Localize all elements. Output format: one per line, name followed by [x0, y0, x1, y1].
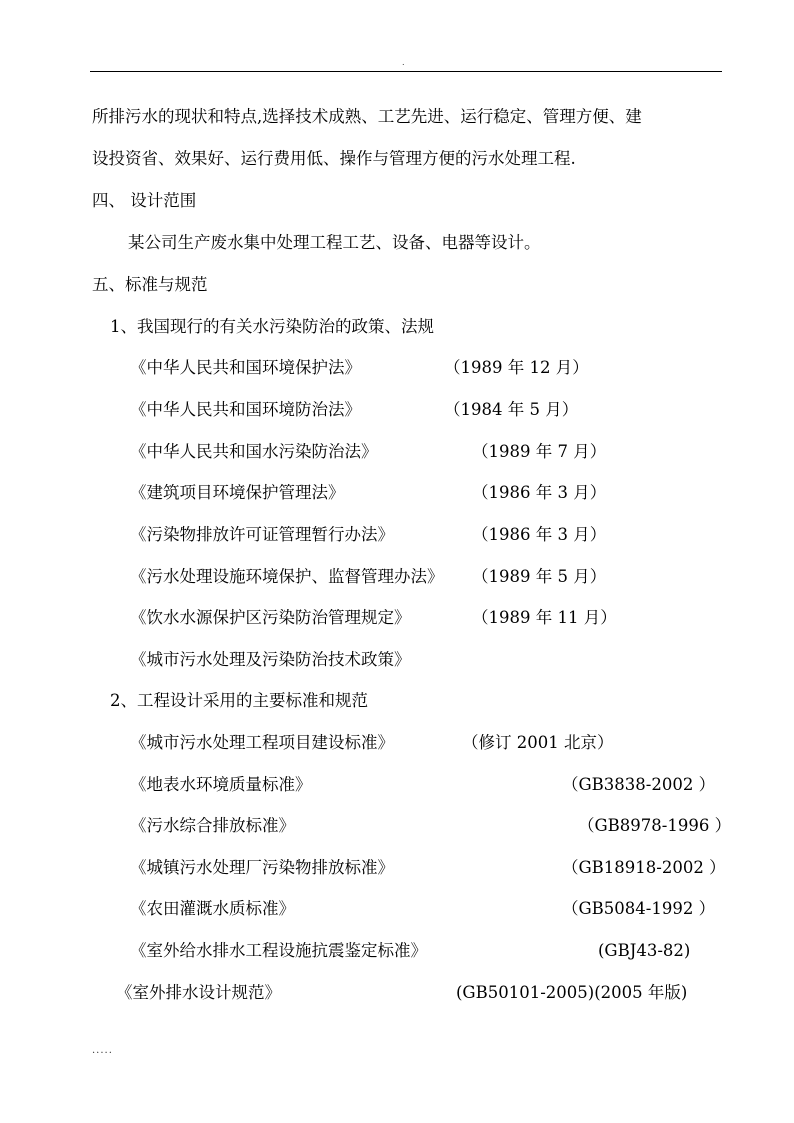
law-item-name: 《建筑项目环境保护管理法》 — [130, 483, 345, 502]
section5-heading: 五、标准与规范 — [92, 275, 208, 294]
law-item-date: （1986 年 3 月） — [472, 483, 607, 502]
standard-item-code: （GB3838-2002 ） — [562, 775, 716, 794]
standard-item-name: 《城市污水处理工程项目建设标准》 — [130, 733, 394, 752]
law-item-name: 《中华人民共和国环境防治法》 — [130, 400, 361, 419]
standard-item-code: (GBJ43-82) — [598, 941, 691, 960]
law-item-name: 《饮水水源保护区污染防治管理规定》 — [130, 608, 411, 627]
law-item-date: （1986 年 3 月） — [472, 525, 607, 544]
footer-dots: ..... — [92, 1045, 113, 1056]
law-item-date: （1989 年 12 月） — [444, 358, 589, 377]
standard-item-code: (GB50101-2005)(2005 年版) — [456, 983, 688, 1002]
standard-item-name: 《室外给水排水工程设施抗震鉴定标准》 — [130, 941, 427, 960]
sub1-heading: 1、我国现行的有关水污染防治的政策、法规 — [110, 317, 434, 336]
section4-body: 某公司生产废水集中处理工程工艺、设备、电器等设计。 — [128, 233, 541, 252]
law-item-date: （1984 年 5 月） — [444, 400, 579, 419]
law-item-date: （1989 年 5 月） — [472, 567, 607, 586]
header-dot: . — [402, 58, 405, 67]
header-rule — [90, 71, 722, 72]
sub2-heading: 2、工程设计采用的主要标准和规范 — [110, 691, 368, 710]
law-item-date: （1989 年 7 月） — [472, 442, 607, 461]
law-item-name: 《中华人民共和国环境保护法》 — [130, 358, 361, 377]
standard-item-code: （GB18918-2002 ） — [562, 858, 726, 877]
standard-item-name: 《城镇污水处理厂污染物排放标准》 — [130, 858, 394, 877]
standard-item-code: （GB8978-1996 ） — [578, 816, 732, 835]
standard-item-name: 《农田灌溉水质标准》 — [130, 899, 295, 918]
law-item-name: 《城市污水处理及污染防治技术政策》 — [130, 650, 411, 669]
law-item-name: 《污水处理设施环境保护、监督管理办法》 — [130, 567, 444, 586]
law-item-date: （1989 年 11 月） — [472, 608, 617, 627]
standard-item-name: 《室外排水设计规范》 — [116, 983, 281, 1002]
intro-line-1: 所排污水的现状和特点,选择技术成熟、工艺先进、运行稳定、管理方便、建 — [92, 107, 642, 126]
section4-heading: 四、 设计范围 — [92, 191, 197, 210]
standard-item-name: 《污水综合排放标准》 — [130, 816, 295, 835]
standard-item-code: （GB5084-1992 ） — [562, 899, 716, 918]
intro-line-2: 设投资省、效果好、运行费用低、操作与管理方便的污水处理工程. — [92, 149, 576, 168]
standard-item-code: （修订 2001 北京） — [462, 733, 614, 752]
law-item-name: 《中华人民共和国水污染防治法》 — [130, 442, 378, 461]
law-item-name: 《污染物排放许可证管理暂行办法》 — [130, 525, 394, 544]
standard-item-name: 《地表水环境质量标准》 — [130, 775, 312, 794]
